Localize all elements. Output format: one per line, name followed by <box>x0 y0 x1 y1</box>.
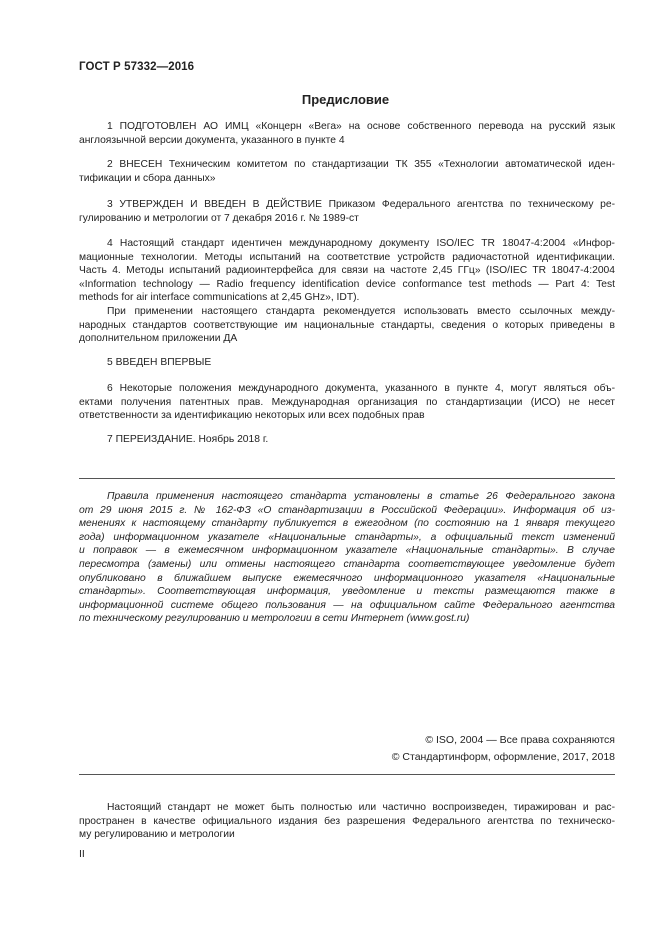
paragraph-line: 7 ПЕРЕИЗДАНИЕ. Ноябрь 2018 г. <box>107 434 269 445</box>
paragraph-line: пространен в качестве официального издания без разрешения Федерального агентства по техническо- <box>79 815 615 827</box>
paragraph-line: от 29 июня 2015 г. № 162-ФЗ «О стандартизации в Российской Федерации». Информация об из- <box>79 504 615 516</box>
paragraph-line: 5 ВВЕДЕН ВПЕРВЫЕ <box>107 357 212 368</box>
paragraph-line: и поправок — в ежемесячном информационном указателе «Национальные стандарты». В случае <box>79 545 615 557</box>
paragraph-line: тификации и сбора данных» <box>79 172 216 184</box>
page-number: II <box>79 848 85 860</box>
page-title <box>0 92 661 107</box>
paragraph-line: стандарты». Соответствующая информация, уведомление и тексты размещаются также в <box>79 586 615 598</box>
foreword-item-5 <box>79 356 615 370</box>
paragraph-line: 2 ВНЕСЕН Техническим комитетом по стандартизации ТК 355 «Технологии автоматической иден- <box>107 159 615 170</box>
paragraph-line: дополнительном приложении ДА <box>79 333 238 345</box>
paragraph-line: methods for air interface communications at 2,45 GHz», IDT). <box>79 292 360 304</box>
foreword-item-4-note <box>79 305 615 346</box>
paragraph-line: 4 Настоящий стандарт идентичен международному документу ISO/IEC TR 18047-4:2004 «Инфор- <box>107 238 615 249</box>
paragraph-line: по техническому регулированию и метрологии в сети Интернет (www.gost.ru) <box>79 613 470 625</box>
paragraph-line: «Information technology — Radio frequency identification device conformance test methods — Part 4: Test <box>79 278 615 290</box>
page-title-text: Предисловие <box>301 92 390 107</box>
document-code: ГОСТ Р 57332—2016 <box>79 61 195 73</box>
standard-application-notice <box>79 490 615 626</box>
paragraph-line: Настоящий стандарт не может быть полностью или частично воспроизведен, тиражирован и рас- <box>107 802 615 813</box>
copyright-standartinform: © Стандартинформ, оформление, 2017, 2018 <box>391 751 615 763</box>
foreword-item-1 <box>79 120 615 147</box>
paragraph-line: пересмотра (замены) или отмены настоящего стандарта соответствующее уведомление будет <box>79 558 615 570</box>
paragraph-line: мационные технологии. Методы испытаний на соответствие устройств радиочастотной идентификации. <box>79 251 615 263</box>
paragraph-line: При применении настоящего стандарта рекомендуется использовать вместо ссылочных между- <box>107 306 615 317</box>
paragraph-line: 3 УТВЕРЖДЕН И ВВЕДЕН В ДЕЙСТВИЕ Приказом Федерального агентства по техническому ре- <box>107 199 615 210</box>
paragraph-line: Правила применения настоящего стандарта установлены в статье 26 Федерального закона <box>107 491 615 502</box>
foreword-item-7 <box>79 433 615 447</box>
paragraph-line: народных стандартов соответствующие им национальные стандарты, сведения о которых приведены в <box>79 319 615 331</box>
paragraph-line: менениях к настоящему стандарту публикуется в ежегодном (по состоянию на 1 января текущего <box>79 518 615 530</box>
paragraph-line: му регулированию и метрологии <box>79 829 235 841</box>
paragraph-line: 6 Некоторые положения международного документа, указанного в пункте 4, могут являться объ- <box>107 383 615 394</box>
foreword-item-6 <box>79 382 615 423</box>
paragraph-line: опубликовано в ближайшем выпуске ежемесячного информационного указателя «Национальные <box>79 572 615 584</box>
paragraph-line: англоязычной версии документа, указанного в пункте 4 <box>79 134 345 146</box>
divider <box>79 774 615 775</box>
foreword-item-4 <box>79 237 615 305</box>
divider <box>79 478 615 479</box>
paragraph-line: информационной системе общего пользования — на официальном сайте Федерального агентства <box>79 599 615 611</box>
paragraph-line: ответственности за идентификацию некоторых или всех подобных прав <box>79 410 425 422</box>
paragraph-line: 1 ПОДГОТОВЛЕН АО ИМЦ «Концерн «Вега» на основе собственного перевода на русский язык <box>107 121 615 132</box>
paragraph-line: гулированию и метрологии от 7 декабря 2016 г. № 1989-ст <box>79 212 359 224</box>
foreword-item-2 <box>79 158 615 185</box>
paragraph-line: года) информационном указателе «Национальные стандарты», а официальный текст изменений <box>79 531 615 543</box>
foreword-item-3 <box>79 198 615 225</box>
paragraph-line: Часть 4. Методы испытаний радиоинтерфейса для связи на частоте 2,45 ГГц» (ISO/IEC TR 18047-4:2004 <box>79 265 615 277</box>
paragraph-line: ектами получения патентных прав. Международная организация по стандартизации (ИСО) не несет <box>79 396 615 408</box>
reproduction-notice <box>79 801 615 842</box>
copyright-iso: © ISO, 2004 — Все права сохраняются <box>425 734 615 746</box>
